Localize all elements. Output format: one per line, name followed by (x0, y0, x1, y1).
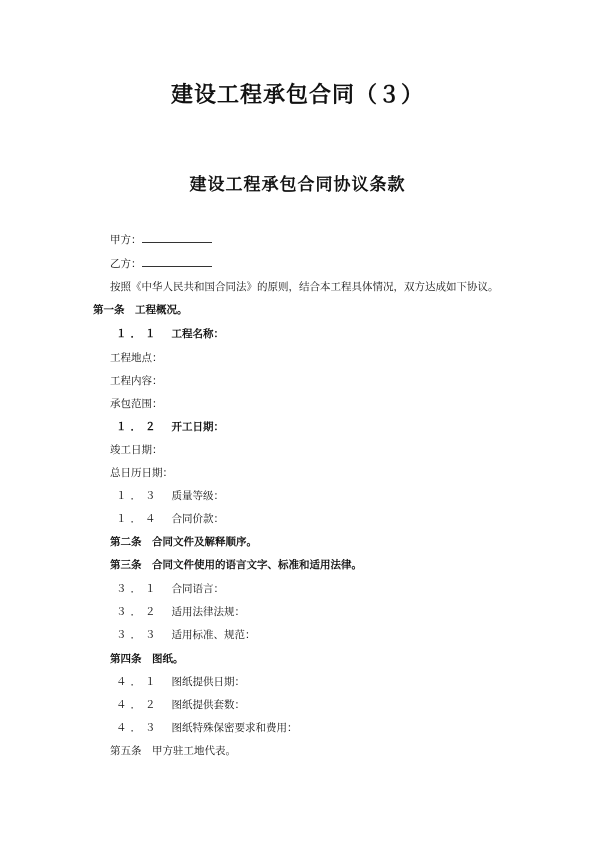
document-subtitle: 建设工程承包合同协议条款 (189, 175, 406, 195)
article-4-1 (116, 675, 245, 689)
article-4-2 (116, 698, 245, 712)
article-4-heading: 第四条 图纸。 (110, 653, 184, 665)
project-location: 工程地点： (110, 352, 163, 364)
article-3-2 (116, 605, 245, 619)
section-number: １．３ (116, 490, 160, 502)
article-3-1 (116, 582, 224, 596)
section-label: 开工日期： (171, 421, 224, 433)
section-number: ３．１ (116, 583, 160, 595)
article-1-3 (116, 489, 224, 503)
party-a-label: 甲方： (110, 234, 142, 246)
article-1-heading: 第一条 工程概况。 (93, 304, 188, 316)
section-label: 质量等级： (171, 490, 224, 502)
party-b-line (110, 256, 212, 271)
intro-paragraph: 按照《中华人民共和国合同法》的原则，结合本工程具体情况，双方达成如下协议。 (110, 281, 499, 293)
article-3-heading: 第三条 合同文件使用的语言文字、标准和适用法律。 (110, 559, 362, 571)
section-label: 合同价款： (171, 513, 224, 525)
section-label: 适用法律法规： (171, 606, 245, 618)
section-label: 图纸特殊保密要求和费用： (171, 722, 298, 734)
party-b-blank (142, 256, 212, 267)
section-number: １．２ (116, 421, 160, 433)
article-4-3 (116, 721, 298, 735)
document-title: 建设工程承包合同（３） (170, 83, 424, 108)
total-calendar-days: 总日历日期： (110, 467, 173, 479)
section-number: １．１ (116, 328, 160, 340)
section-number: １．４ (116, 513, 160, 525)
article-3-3 (116, 628, 256, 642)
article-1-1 (116, 327, 224, 341)
article-2-heading: 第二条 合同文件及解释顺序。 (110, 536, 257, 548)
section-number: ４．３ (116, 722, 160, 734)
article-5-heading: 第五条 甲方驻工地代表。 (110, 745, 236, 757)
contract-scope: 承包范围： (110, 398, 163, 410)
article-1-4 (116, 512, 224, 526)
section-label: 图纸提供日期： (171, 676, 245, 688)
section-label: 适用标准、规范： (171, 629, 256, 641)
section-label: 图纸提供套数： (171, 699, 245, 711)
section-label: 合同语言： (171, 583, 224, 595)
party-b-label: 乙方： (110, 258, 142, 270)
article-1-2 (116, 420, 224, 434)
party-a-line (110, 232, 212, 247)
section-number: ４．１ (116, 676, 160, 688)
completion-date: 竣工日期： (110, 444, 163, 456)
party-a-blank (142, 232, 212, 243)
section-label: 工程名称： (171, 328, 224, 340)
section-number: ３．２ (116, 606, 160, 618)
section-number: ４．２ (116, 699, 160, 711)
project-content: 工程内容： (110, 375, 163, 387)
section-number: ３．３ (116, 629, 160, 641)
